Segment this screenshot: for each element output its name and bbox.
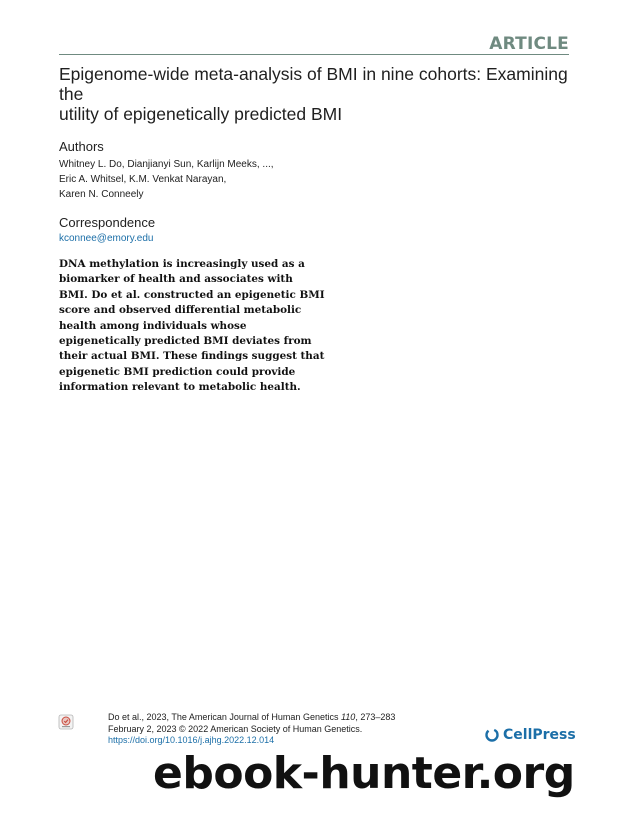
title-line-2: utility of epigenetically predicted BMI — [59, 104, 343, 124]
article-type-label: ARTICLE — [489, 34, 569, 54]
correspondence-heading: Correspondence — [59, 215, 156, 230]
citation-pages: , 273–283 — [355, 712, 396, 722]
authors-line: Karen N. Conneely — [59, 189, 144, 200]
publisher-name: CellPress — [503, 727, 576, 743]
header-rule — [59, 54, 569, 55]
authors-line: Eric A. Whitsel, K.M. Venkat Narayan, — [59, 174, 227, 185]
authors-line: Whitney L. Do, Dianjianyi Sun, Karlijn Meeks, ..., — [59, 159, 274, 170]
check-for-updates-icon[interactable] — [58, 714, 74, 730]
cellpress-logo-icon — [484, 727, 500, 743]
summary-line: biomarker of health and associates with — [59, 273, 293, 286]
summary-line: epigenetically predicted BMI deviates from — [59, 335, 312, 348]
citation-journal: Do et al., 2023, The American Journal of Human Genetics — [108, 712, 341, 722]
authors-list — [59, 157, 274, 202]
summary-line: information relevant to metabolic health. — [59, 381, 301, 394]
summary-line: BMI. Do et al. constructed an epigenetic BMI — [59, 288, 325, 301]
doi-link[interactable]: https://doi.org/10.1016/j.ajhg.2022.12.014 — [108, 735, 275, 746]
article-title — [59, 64, 579, 124]
summary-line: their actual BMI. These findings suggest that — [59, 350, 325, 363]
summary-blurb — [59, 257, 325, 396]
summary-line: health among individuals whose — [59, 319, 247, 332]
summary-line: score and observed differential metabolic — [59, 304, 302, 317]
correspondence-email-link[interactable]: kconnee@emory.edu — [59, 233, 154, 244]
citation-line-2: February 2, 2023 © 2022 American Society of Human Genetics. — [108, 723, 363, 734]
citation-volume: 110 — [340, 712, 356, 722]
authors-heading: Authors — [59, 139, 104, 154]
citation-line-1 — [108, 712, 395, 724]
citation-block — [108, 712, 395, 747]
watermark-text: ebook-hunter.org — [153, 748, 575, 799]
summary-line: epigenetic BMI prediction could provide — [59, 365, 296, 378]
title-line-1: Epigenome-wide meta-analysis of BMI in nine cohorts: Examining the — [59, 64, 568, 104]
cellpress-logo[interactable] — [484, 727, 576, 743]
summary-line: DNA methylation is increasingly used as a — [59, 258, 305, 270]
